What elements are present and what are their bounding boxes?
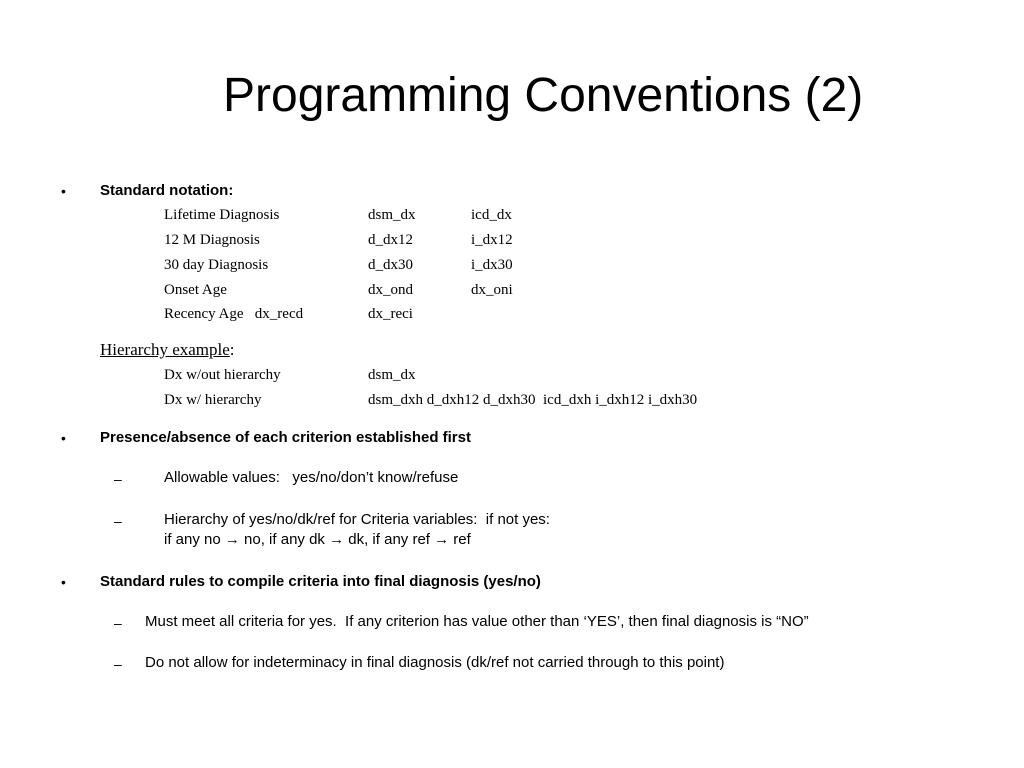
- dash-marker: –: [114, 656, 122, 672]
- hierarchy-row-label: Dx w/out hierarchy: [164, 367, 281, 383]
- presence-absence-heading: Presence/absence of each criterion established first: [100, 429, 471, 446]
- notation-row-label: Onset Age: [164, 282, 227, 298]
- standard-notation-heading: Standard notation:: [100, 182, 234, 199]
- notation-row-dsm: d_dx30: [368, 257, 413, 273]
- must-meet-criteria-text: Must meet all criteria for yes. If any criterion has value other than ‘YES’, then final diagnosis is “NO”: [145, 613, 809, 630]
- hierarchy-rule-line2: if any no → no, if any dk → dk, if any ref → ref: [164, 531, 471, 548]
- slide-title: Programming Conventions (2): [223, 69, 864, 122]
- notation-row-label: Lifetime Diagnosis: [164, 207, 280, 223]
- hierarchy-example-underline: Hierarchy example: [100, 340, 230, 359]
- notation-row-dsm: dsm_dx: [368, 207, 416, 223]
- bullet-marker: •: [61, 574, 66, 590]
- standard-rules-heading: Standard rules to compile criteria into final diagnosis (yes/no): [100, 573, 541, 590]
- dash-marker: –: [114, 513, 122, 529]
- bullet-marker: •: [61, 430, 66, 446]
- notation-row-icd: i_dx30: [471, 257, 513, 273]
- dash-marker: –: [114, 471, 122, 487]
- bullet-marker: •: [61, 183, 66, 199]
- notation-row-dsm: dx_ond: [368, 282, 413, 298]
- indeterminacy-text: Do not allow for indeterminacy in final diagnosis (dk/ref not carried through to this point): [145, 654, 725, 671]
- notation-row-label: 12 M Diagnosis: [164, 232, 260, 248]
- notation-row-dsm: dx_reci: [368, 306, 413, 322]
- hierarchy-example-label: [100, 340, 235, 360]
- hierarchy-row-value: dsm_dxh d_dxh12 d_dxh30 icd_dxh i_dxh12 i_dxh30: [368, 392, 698, 408]
- hierarchy-row-value: dsm_dx: [368, 367, 416, 383]
- notation-row-icd: i_dx12: [471, 232, 513, 248]
- allowable-values-text: Allowable values: yes/no/don’t know/refuse: [164, 469, 459, 486]
- dash-marker: –: [114, 615, 122, 631]
- notation-row-dsm: d_dx12: [368, 232, 413, 248]
- hierarchy-row-label: Dx w/ hierarchy: [164, 392, 262, 408]
- hierarchy-example-colon: :: [229, 340, 235, 359]
- notation-row-label: Recency Age dx_recd: [164, 306, 304, 322]
- hierarchy-rule-line1: Hierarchy of yes/no/dk/ref for Criteria variables: if not yes:: [164, 511, 550, 528]
- notation-row-icd: dx_oni: [471, 282, 513, 298]
- notation-row-icd: icd_dx: [471, 207, 512, 223]
- notation-row-label: 30 day Diagnosis: [164, 257, 269, 273]
